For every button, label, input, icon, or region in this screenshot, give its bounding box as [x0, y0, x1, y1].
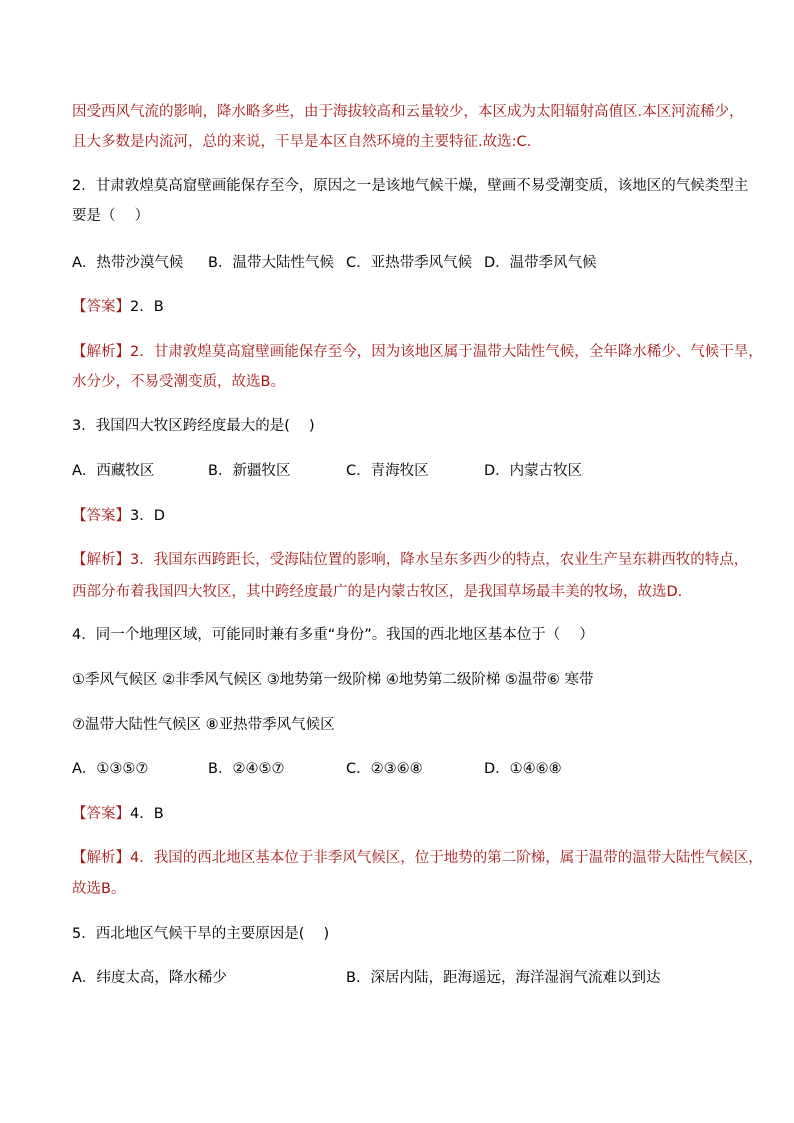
q3-analysis-line-2: 西部分布着我国四大牧区，其中跨经度最广的是内蒙古牧区，是我国草场最丰美的牧场，故选D. [72, 584, 683, 600]
analysis-tag: 【解析】 [72, 850, 130, 866]
analysis-tag: 【解析】 [72, 552, 130, 568]
q3-stem: 3．我国四大牧区跨经度最大的是( ) [72, 418, 315, 434]
q5-option-b: B．深居内陆，距海遥远，海洋湿润气流难以到达 [346, 970, 661, 986]
q5-stem: 5．西北地区气候干旱的主要原因是( ) [72, 926, 330, 942]
q4-analysis-line-1 [72, 848, 763, 868]
q2-stem-line-2: 要是（ ） [72, 208, 150, 224]
answer-tag: 【答案】 [72, 508, 130, 524]
analysis-text: 4．我国的西北地区基本位于非季风气候区，位于地势的第二阶梯，属于温带的温带大陆性气候区， [130, 850, 763, 866]
q3-option-a: A．西藏牧区 [72, 463, 155, 479]
q3-answer [72, 506, 165, 526]
analysis-tag: 【解析】 [72, 344, 130, 360]
answer-value: 4．B [130, 806, 164, 822]
q5-option-a: A．纬度太高，降水稀少 [72, 970, 227, 986]
q2-option-a: A．热带沙漠气候 [72, 255, 184, 271]
q2-option-c: C．亚热带季风气候 [346, 255, 473, 271]
q2-option-b: B．温带大陆性气候 [208, 255, 334, 271]
q4-option-b: B．②④⑤⑦ [208, 761, 285, 777]
q4-items-line-2: ⑦温带大陆性气候区 ⑧亚热带季风气候区 [72, 717, 335, 733]
answer-tag: 【答案】 [72, 299, 130, 315]
q3-analysis-line-1 [72, 550, 748, 570]
q2-answer [72, 297, 164, 317]
analysis-text: 2．甘肃敦煌莫高窟壁画能保存至今，因为该地区属于温带大陆性气候，全年降水稀少、气候干旱， [130, 344, 763, 360]
q3-option-d: D．内蒙古牧区 [484, 463, 583, 479]
q2-option-d: D．温带季风气候 [484, 255, 597, 271]
q3-option-b: B．新疆牧区 [208, 463, 291, 479]
prev-analysis-line-2: 且大多数是内流河，总的来说，干旱是本区自然环境的主要特征.故选:C. [72, 134, 532, 150]
q4-option-a: A．①③⑤⑦ [72, 761, 149, 777]
q2-analysis-line-2: 水分少，不易受潮变质，故选B。 [72, 374, 285, 390]
answer-tag: 【答案】 [72, 806, 130, 822]
answer-value: 2．B [130, 299, 164, 315]
q4-option-c: C．②③⑥⑧ [346, 761, 423, 777]
q3-option-c: C．青海牧区 [346, 463, 429, 479]
q4-items-line-1: ①季风气候区 ②非季风气候区 ③地势第一级阶梯 ④地势第二级阶梯 ⑤温带⑥ 寒带 [72, 672, 594, 688]
q4-analysis-line-2: 故选B。 [72, 881, 126, 897]
q2-analysis-line-1 [72, 342, 763, 362]
q4-stem: 4．同一个地理区域，可能同时兼有多重“身份”。我国的西北地区基本位于（ ） [72, 627, 594, 643]
answer-value: 3．D [130, 508, 165, 524]
q4-answer [72, 804, 164, 824]
q4-option-d: D．①④⑥⑧ [484, 761, 562, 777]
prev-analysis-line-1: 因受西风气流的影响，降水略多些，由于海拔较高和云量较少，本区成为太阳辐射高值区.本区河流稀少， [72, 104, 744, 120]
q2-stem-line-1: 2．甘肃敦煌莫高窟壁画能保存至今，原因之一是该地气候干燥，壁画不易受潮变质，该地区的气候类型主 [72, 178, 749, 194]
analysis-text: 3．我国东西跨距长，受海陆位置的影响，降水呈东多西少的特点，农业生产呈东耕西牧的特点， [130, 552, 749, 568]
